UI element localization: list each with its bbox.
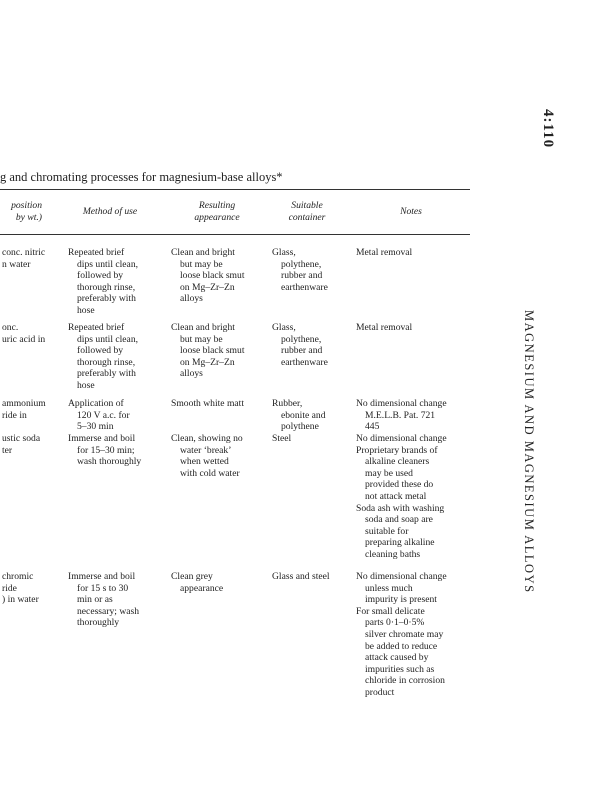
row1-composition: conc. nitric n water [2, 247, 46, 270]
header-notes: Notes [400, 206, 422, 217]
row5-result: Clean grey appearance [171, 571, 224, 594]
header-result: Resulting appearance [194, 200, 240, 223]
row2-notes: Metal removal [356, 322, 413, 333]
table-title: g and chromating processes for magnesium-base alloys* [0, 170, 283, 184]
row1-result: Clean and bright but may be loose black smut on Mg–Zr–Zn alloys [171, 247, 245, 305]
row5-composition: chromic ride ) in water [2, 571, 39, 606]
row3-method: Application of 120 V a.c. for 5–30 min [68, 398, 130, 433]
row1-container: Glass, polythene, rubber and earthenware [272, 247, 328, 293]
header-container: Suitable container [288, 200, 326, 223]
row2-container: Glass, polythene, rubber and earthenware [272, 322, 328, 368]
running-title: MAGNESIUM AND MAGNESIUM ALLOYS [522, 310, 536, 594]
row2-composition: onc. uric acid in [2, 322, 46, 345]
row4-container: Steel [272, 433, 292, 444]
row4-result: Clean, showing no water ‘break’ when wetted with cold water [171, 433, 243, 479]
row2-result: Clean and bright but may be loose black smut on Mg–Zr–Zn alloys [171, 322, 245, 380]
row4-notes: No dimensional change Proprietary brands of alkaline cleaners may be used provided these do not attack metal Soda ash with washing soda and soap are suitable for preparing alkaline cleaning baths [356, 433, 447, 560]
row5-method: Immerse and boil for 15 s to 30 min or as necessary; wash thoroughly [68, 571, 140, 629]
header-bottom-rule [0, 234, 470, 235]
table-top-rule [0, 189, 470, 190]
row3-container: Rubber, ebonite and polythene [272, 398, 326, 433]
row2-method: Repeated brief dips until clean, followed by thorough rinse, preferably with hose [68, 322, 139, 391]
row1-notes: Metal removal [356, 247, 413, 258]
row3-result: Smooth white matt [171, 398, 245, 409]
page-number: 4:110 [540, 109, 556, 149]
header-composition: position by wt.) [11, 200, 42, 223]
row4-method: Immerse and boil for 15–30 min; wash thoroughly [68, 433, 142, 468]
row5-container: Glass and steel [272, 571, 330, 582]
header-method: Method of use [82, 206, 138, 217]
row5-notes: No dimensional change unless much impurity is present For small delicate parts 0·1–0·5% silver chromate may be added to reduce attack caused by impurities such as chloride in corrosion product [356, 571, 447, 698]
row1-method: Repeated brief dips until clean, followed by thorough rinse, preferably with hose [68, 247, 139, 316]
row3-composition: ammonium ride in [2, 398, 46, 421]
row3-notes: No dimensional change M.E.L.B. Pat. 721 445 [356, 398, 447, 433]
row4-composition: ustic soda ter [2, 433, 41, 456]
